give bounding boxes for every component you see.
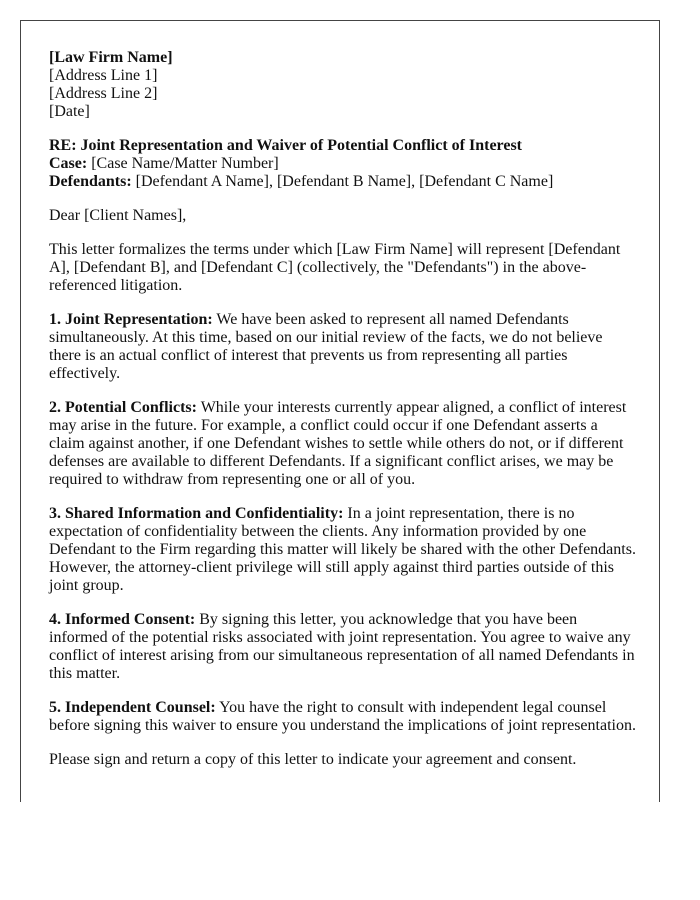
section-body: By signing this letter, you acknowledge that you have been informed of the potential risks associated with joint representation. You agree to waive any conflict of interest arising from our simultaneous representation of all named Defendants in this matter. — [49, 611, 635, 682]
case-value: [Case Name/Matter Number] — [87, 155, 279, 172]
letter-date: [Date] — [49, 103, 90, 120]
letter-page — [20, 20, 660, 802]
section-heading: 4. Informed Consent: — [49, 611, 196, 628]
letter-content — [49, 49, 637, 785]
section-body: You have the right to consult with independent legal counsel before signing this waiver to ensure you understand the implications of joint representation. — [49, 699, 636, 734]
section-heading: 5. Independent Counsel: — [49, 699, 216, 716]
section-potential-conflicts — [49, 399, 637, 489]
closing-paragraph: Please sign and return a copy of this letter to indicate your agreement and consent. — [49, 751, 577, 768]
section-informed-consent — [49, 611, 637, 683]
reference-block — [49, 137, 637, 191]
section-confidentiality — [49, 505, 637, 595]
salutation: Dear [Client Names], — [49, 207, 187, 224]
section-heading: 3. Shared Information and Confidentiality: — [49, 505, 344, 522]
letterhead — [49, 49, 637, 121]
section-body: In a joint representation, there is no expectation of confidentiality between the clients. Any information provided by one Defendant to the Firm regarding this matter will likely be shared with the other Defendants. However, the attorney-client privilege will still apply against third parties outside of this joint group. — [49, 505, 636, 594]
address-line-2: [Address Line 2] — [49, 85, 158, 102]
intro-paragraph: This letter formalizes the terms under which [Law Firm Name] will represent [Defendant A], [Defendant B], and [Defendant C] (collectively, the "Defendants") in the above-referenced litigation. — [49, 241, 621, 294]
section-body: While your interests currently appear aligned, a conflict of interest may arise in the future. For example, a conflict could occur if one Defendant asserts a claim against another, if one Defendant wishes to settle while others do not, or if different defenses are available to different Defendants. If a significant conflict arises, we may be required to withdraw from representing one or all of you. — [49, 399, 627, 488]
section-heading: 2. Potential Conflicts: — [49, 399, 197, 416]
defendants-label: Defendants: — [49, 173, 132, 190]
firm-name: [Law Firm Name] — [49, 49, 173, 66]
section-heading: 1. Joint Representation: — [49, 311, 213, 328]
address-line-1: [Address Line 1] — [49, 67, 158, 84]
defendants-value: [Defendant A Name], [Defendant B Name], [Defendant C Name] — [131, 173, 554, 190]
re-line: RE: Joint Representation and Waiver of Potential Conflict of Interest — [49, 137, 523, 154]
section-body: We have been asked to represent all named Defendants simultaneously. At this time, based on our initial review of the facts, we do not believe there is an actual conflict of interest that prevents us from representing all parties effectively. — [49, 311, 603, 382]
section-joint-representation — [49, 311, 637, 383]
case-label: Case: — [49, 155, 88, 172]
section-independent-counsel — [49, 699, 637, 735]
